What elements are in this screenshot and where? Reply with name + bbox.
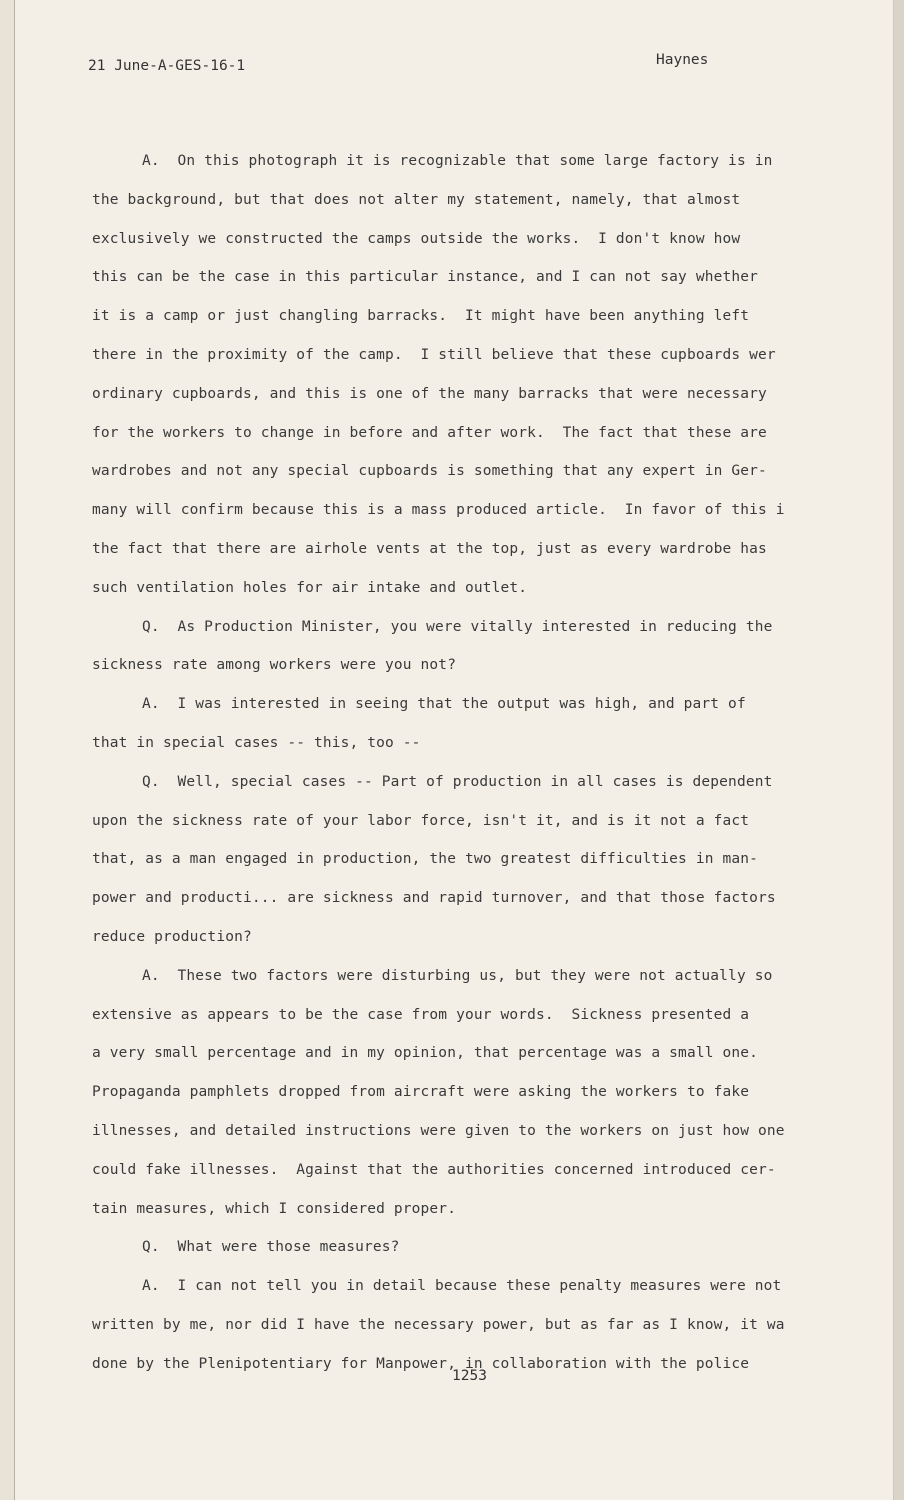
- text-line: written by me, nor did I have the necessary power, but as far as I know, it wa: [92, 1316, 785, 1333]
- text-line: extensive as appears to be the case from your words. Sickness presented a: [92, 1006, 750, 1023]
- text-line: reduce production?: [92, 928, 252, 945]
- text-line: A. I was interested in seeing that the output was high, and part of: [142, 696, 746, 713]
- text-line: illnesses, and detailed instructions were given to the workers on just how one: [92, 1122, 785, 1139]
- text-line: power and producti... are sickness and rapid turnover, and that those factors: [92, 890, 776, 907]
- text-line: sickness rate among workers were you not?: [92, 657, 457, 674]
- text-line: Q. As Production Minister, you were vitally interested in reducing the: [142, 618, 773, 635]
- text-line: Propaganda pamphlets dropped from aircraft were asking the workers to fake: [92, 1084, 750, 1101]
- text-line: Q. Well, special cases -- Part of production in all cases is dependent: [142, 773, 773, 790]
- document-reference: 21 June-A-GES-16-1: [88, 58, 246, 74]
- text-line: A. On this photograph it is recognizable that some large factory is in: [142, 153, 773, 169]
- text-line: the fact that there are airhole vents at the top, just as every wardrobe has: [92, 540, 767, 557]
- text-line: wardrobes and not any special cupboards is something that any expert in Ger-: [92, 463, 767, 480]
- text-line: Q. What were those measures?: [142, 1239, 400, 1256]
- text-line: a very small percentage and in my opinion, that percentage was a small one.: [92, 1045, 758, 1062]
- text-line: A. I can not tell you in detail because these penalty measures were not: [142, 1278, 782, 1295]
- text-line: tain measures, which I considered proper.: [92, 1200, 457, 1217]
- text-line: many will confirm because this is a mass produced article. In favor of this i: [92, 502, 785, 519]
- text-line: done by the Plenipotentiary for Manpower, in collaboration with the police: [92, 1355, 750, 1372]
- text-line: such ventilation holes for air intake and outlet.: [92, 579, 528, 596]
- transcript-body: [92, 142, 850, 1384]
- text-line: the background, but that does not alter my statement, namely, that almost: [92, 191, 741, 208]
- text-line: that in special cases -- this, too --: [92, 734, 421, 751]
- text-line: this can be the case in this particular instance, and I can not say whether: [92, 269, 758, 286]
- text-line: there in the proximity of the camp. I still believe that these cupboards wer: [92, 346, 776, 363]
- page-number: 1253: [452, 1368, 487, 1384]
- text-line: exclusively we constructed the camps outside the works. I don't know how: [92, 230, 741, 247]
- text-line: for the workers to change in before and after work. The fact that these are: [92, 424, 767, 441]
- text-line: it is a camp or just changling barracks. It might have been anything left: [92, 308, 750, 325]
- text-line: could fake illnesses. Against that the authorities concerned introduced cer-: [92, 1161, 776, 1178]
- text-line: A. These two factors were disturbing us, but they were not actually so: [142, 967, 773, 984]
- text-line: ordinary cupboards, and this is one of the many barracks that were necessary: [92, 385, 767, 402]
- text-line: that, as a man engaged in production, the two greatest difficulties in man-: [92, 851, 758, 868]
- paper-edge: [0, 0, 15, 1500]
- speaker-name: Haynes: [656, 52, 709, 68]
- text-line: upon the sickness rate of your labor force, isn't it, and is it not a fact: [92, 812, 750, 829]
